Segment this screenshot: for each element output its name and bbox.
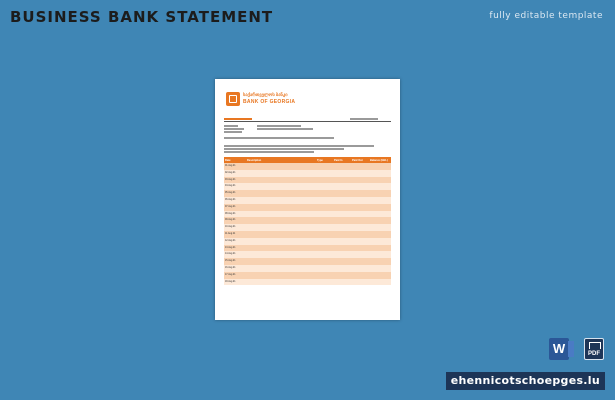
table-cell xyxy=(351,265,369,272)
table-cell xyxy=(351,279,369,286)
tagline: fully editable template xyxy=(489,11,603,21)
table-cell xyxy=(351,231,369,238)
table-cell: 18.Aug.21 xyxy=(224,279,246,286)
table-cell xyxy=(333,163,351,170)
table-cell: 09.Aug.21 xyxy=(224,217,246,224)
table-cell xyxy=(246,190,316,197)
table-cell xyxy=(316,197,333,204)
table-cell xyxy=(351,245,369,252)
table-cell xyxy=(351,177,369,184)
table-cell xyxy=(369,177,391,184)
table-cell: 07.Aug.21 xyxy=(224,204,246,211)
table-cell: 02.Aug.21 xyxy=(224,170,246,177)
table-cell xyxy=(369,163,391,170)
table-cell xyxy=(316,272,333,279)
account-line-8 xyxy=(224,148,344,150)
account-line-4 xyxy=(257,128,313,130)
table-cell xyxy=(351,183,369,190)
table-cell xyxy=(351,217,369,224)
table-cell xyxy=(351,204,369,211)
table-cell xyxy=(333,245,351,252)
table-cell xyxy=(333,238,351,245)
table-row xyxy=(224,272,391,279)
table-cell: 03.Aug.21 xyxy=(224,177,246,184)
column-header: Description xyxy=(246,157,316,163)
statement-document xyxy=(215,79,400,320)
table-row xyxy=(224,170,391,177)
header-divider xyxy=(224,121,391,122)
table-cell xyxy=(316,279,333,286)
table-cell xyxy=(246,279,316,286)
table-row xyxy=(224,258,391,265)
table-cell xyxy=(351,224,369,231)
table-row xyxy=(224,279,391,286)
table-cell xyxy=(316,251,333,258)
table-cell xyxy=(246,177,316,184)
table-cell xyxy=(316,231,333,238)
table-cell xyxy=(351,251,369,258)
statement-period-placeholder xyxy=(224,118,252,120)
table-cell xyxy=(246,197,316,204)
table-cell xyxy=(369,231,391,238)
word-file-icon: W xyxy=(549,338,569,360)
table-cell xyxy=(316,204,333,211)
table-cell: 04.Aug.21 xyxy=(224,183,246,190)
table-cell xyxy=(316,211,333,218)
table-cell xyxy=(316,163,333,170)
brand-watermark: ehennicotschoepges.lu xyxy=(446,372,605,390)
table-row xyxy=(224,190,391,197)
statement-date-placeholder xyxy=(350,118,378,120)
table-cell xyxy=(369,272,391,279)
table-cell xyxy=(246,238,316,245)
table-row xyxy=(224,217,391,224)
table-cell xyxy=(333,177,351,184)
table-cell xyxy=(369,258,391,265)
table-cell xyxy=(333,272,351,279)
table-cell xyxy=(316,217,333,224)
table-cell xyxy=(333,279,351,286)
table-cell xyxy=(246,170,316,177)
bank-name-georgian: საქართველოს ბანკი xyxy=(243,92,288,97)
table-cell xyxy=(333,183,351,190)
account-line-5 xyxy=(224,131,242,133)
table-cell xyxy=(316,258,333,265)
table-cell xyxy=(333,197,351,204)
table-cell: 12.Aug.21 xyxy=(224,238,246,245)
table-cell xyxy=(333,190,351,197)
table-cell xyxy=(246,245,316,252)
table-cell: 08.Aug.21 xyxy=(224,211,246,218)
table-cell xyxy=(351,272,369,279)
table-cell xyxy=(333,251,351,258)
table-cell xyxy=(369,204,391,211)
table-cell xyxy=(333,231,351,238)
table-cell xyxy=(351,170,369,177)
pdf-file-icon: PDF xyxy=(584,338,604,360)
table-row xyxy=(224,238,391,245)
table-cell xyxy=(316,183,333,190)
table-cell: 14.Aug.21 xyxy=(224,251,246,258)
table-cell xyxy=(333,258,351,265)
table-cell xyxy=(333,211,351,218)
table-row xyxy=(224,177,391,184)
table-cell xyxy=(246,163,316,170)
table-cell xyxy=(246,258,316,265)
account-line-3 xyxy=(224,128,244,130)
table-row xyxy=(224,265,391,272)
table-cell xyxy=(369,183,391,190)
table-cell xyxy=(316,177,333,184)
table-cell xyxy=(246,251,316,258)
table-cell xyxy=(369,265,391,272)
table-cell xyxy=(369,197,391,204)
table-row xyxy=(224,245,391,252)
table-cell xyxy=(369,170,391,177)
table-cell xyxy=(351,163,369,170)
table-cell xyxy=(351,238,369,245)
table-cell xyxy=(333,204,351,211)
table-cell xyxy=(316,238,333,245)
column-header: Type xyxy=(316,157,333,163)
bank-name-english: BANK OF GEORGIA xyxy=(243,99,296,105)
column-header: Balance (GEL) xyxy=(369,157,391,163)
table-cell xyxy=(369,238,391,245)
table-cell xyxy=(369,279,391,286)
column-header: Date xyxy=(224,157,246,163)
table-cell: 01.Aug.21 xyxy=(224,163,246,170)
table-row xyxy=(224,231,391,238)
table-row xyxy=(224,211,391,218)
table-cell: 17.Aug.21 xyxy=(224,272,246,279)
table-cell xyxy=(316,190,333,197)
table-cell xyxy=(369,211,391,218)
table-cell xyxy=(369,251,391,258)
account-line-1 xyxy=(224,125,238,127)
table-row xyxy=(224,224,391,231)
table-cell xyxy=(333,224,351,231)
table-cell xyxy=(316,245,333,252)
table-cell: 13.Aug.21 xyxy=(224,245,246,252)
table-cell xyxy=(316,170,333,177)
table-row xyxy=(224,251,391,258)
table-cell xyxy=(351,258,369,265)
table-cell xyxy=(246,211,316,218)
page-title: BUSINESS BANK STATEMENT xyxy=(10,8,274,26)
table-row xyxy=(224,163,391,170)
table-cell xyxy=(351,197,369,204)
table-cell xyxy=(333,265,351,272)
table-cell: 05.Aug.21 xyxy=(224,190,246,197)
table-cell: 06.Aug.21 xyxy=(224,197,246,204)
table-cell xyxy=(333,170,351,177)
table-cell xyxy=(246,204,316,211)
table-cell xyxy=(246,183,316,190)
table-cell xyxy=(246,224,316,231)
table-cell xyxy=(246,231,316,238)
table-cell: 10.Aug.21 xyxy=(224,224,246,231)
account-line-9 xyxy=(224,151,314,153)
account-line-2 xyxy=(257,125,301,127)
table-cell: 11.Aug.21 xyxy=(224,231,246,238)
table-cell xyxy=(369,245,391,252)
table-cell xyxy=(369,190,391,197)
column-header: Paid In xyxy=(333,157,351,163)
table-cell xyxy=(351,211,369,218)
table-row xyxy=(224,197,391,204)
table-cell xyxy=(246,265,316,272)
table-cell xyxy=(369,217,391,224)
table-row xyxy=(224,183,391,190)
transactions-table xyxy=(224,157,391,285)
column-header: Paid Out xyxy=(351,157,369,163)
table-cell xyxy=(333,217,351,224)
table-row xyxy=(224,204,391,211)
table-cell xyxy=(316,265,333,272)
table-cell xyxy=(369,224,391,231)
table-cell: 16.Aug.21 xyxy=(224,265,246,272)
table-cell xyxy=(246,217,316,224)
account-line-6 xyxy=(224,137,334,139)
table-cell xyxy=(316,224,333,231)
table-cell: 15.Aug.21 xyxy=(224,258,246,265)
table-cell xyxy=(246,272,316,279)
bank-logo-icon xyxy=(226,92,240,106)
account-line-7 xyxy=(224,145,374,147)
table-cell xyxy=(351,190,369,197)
